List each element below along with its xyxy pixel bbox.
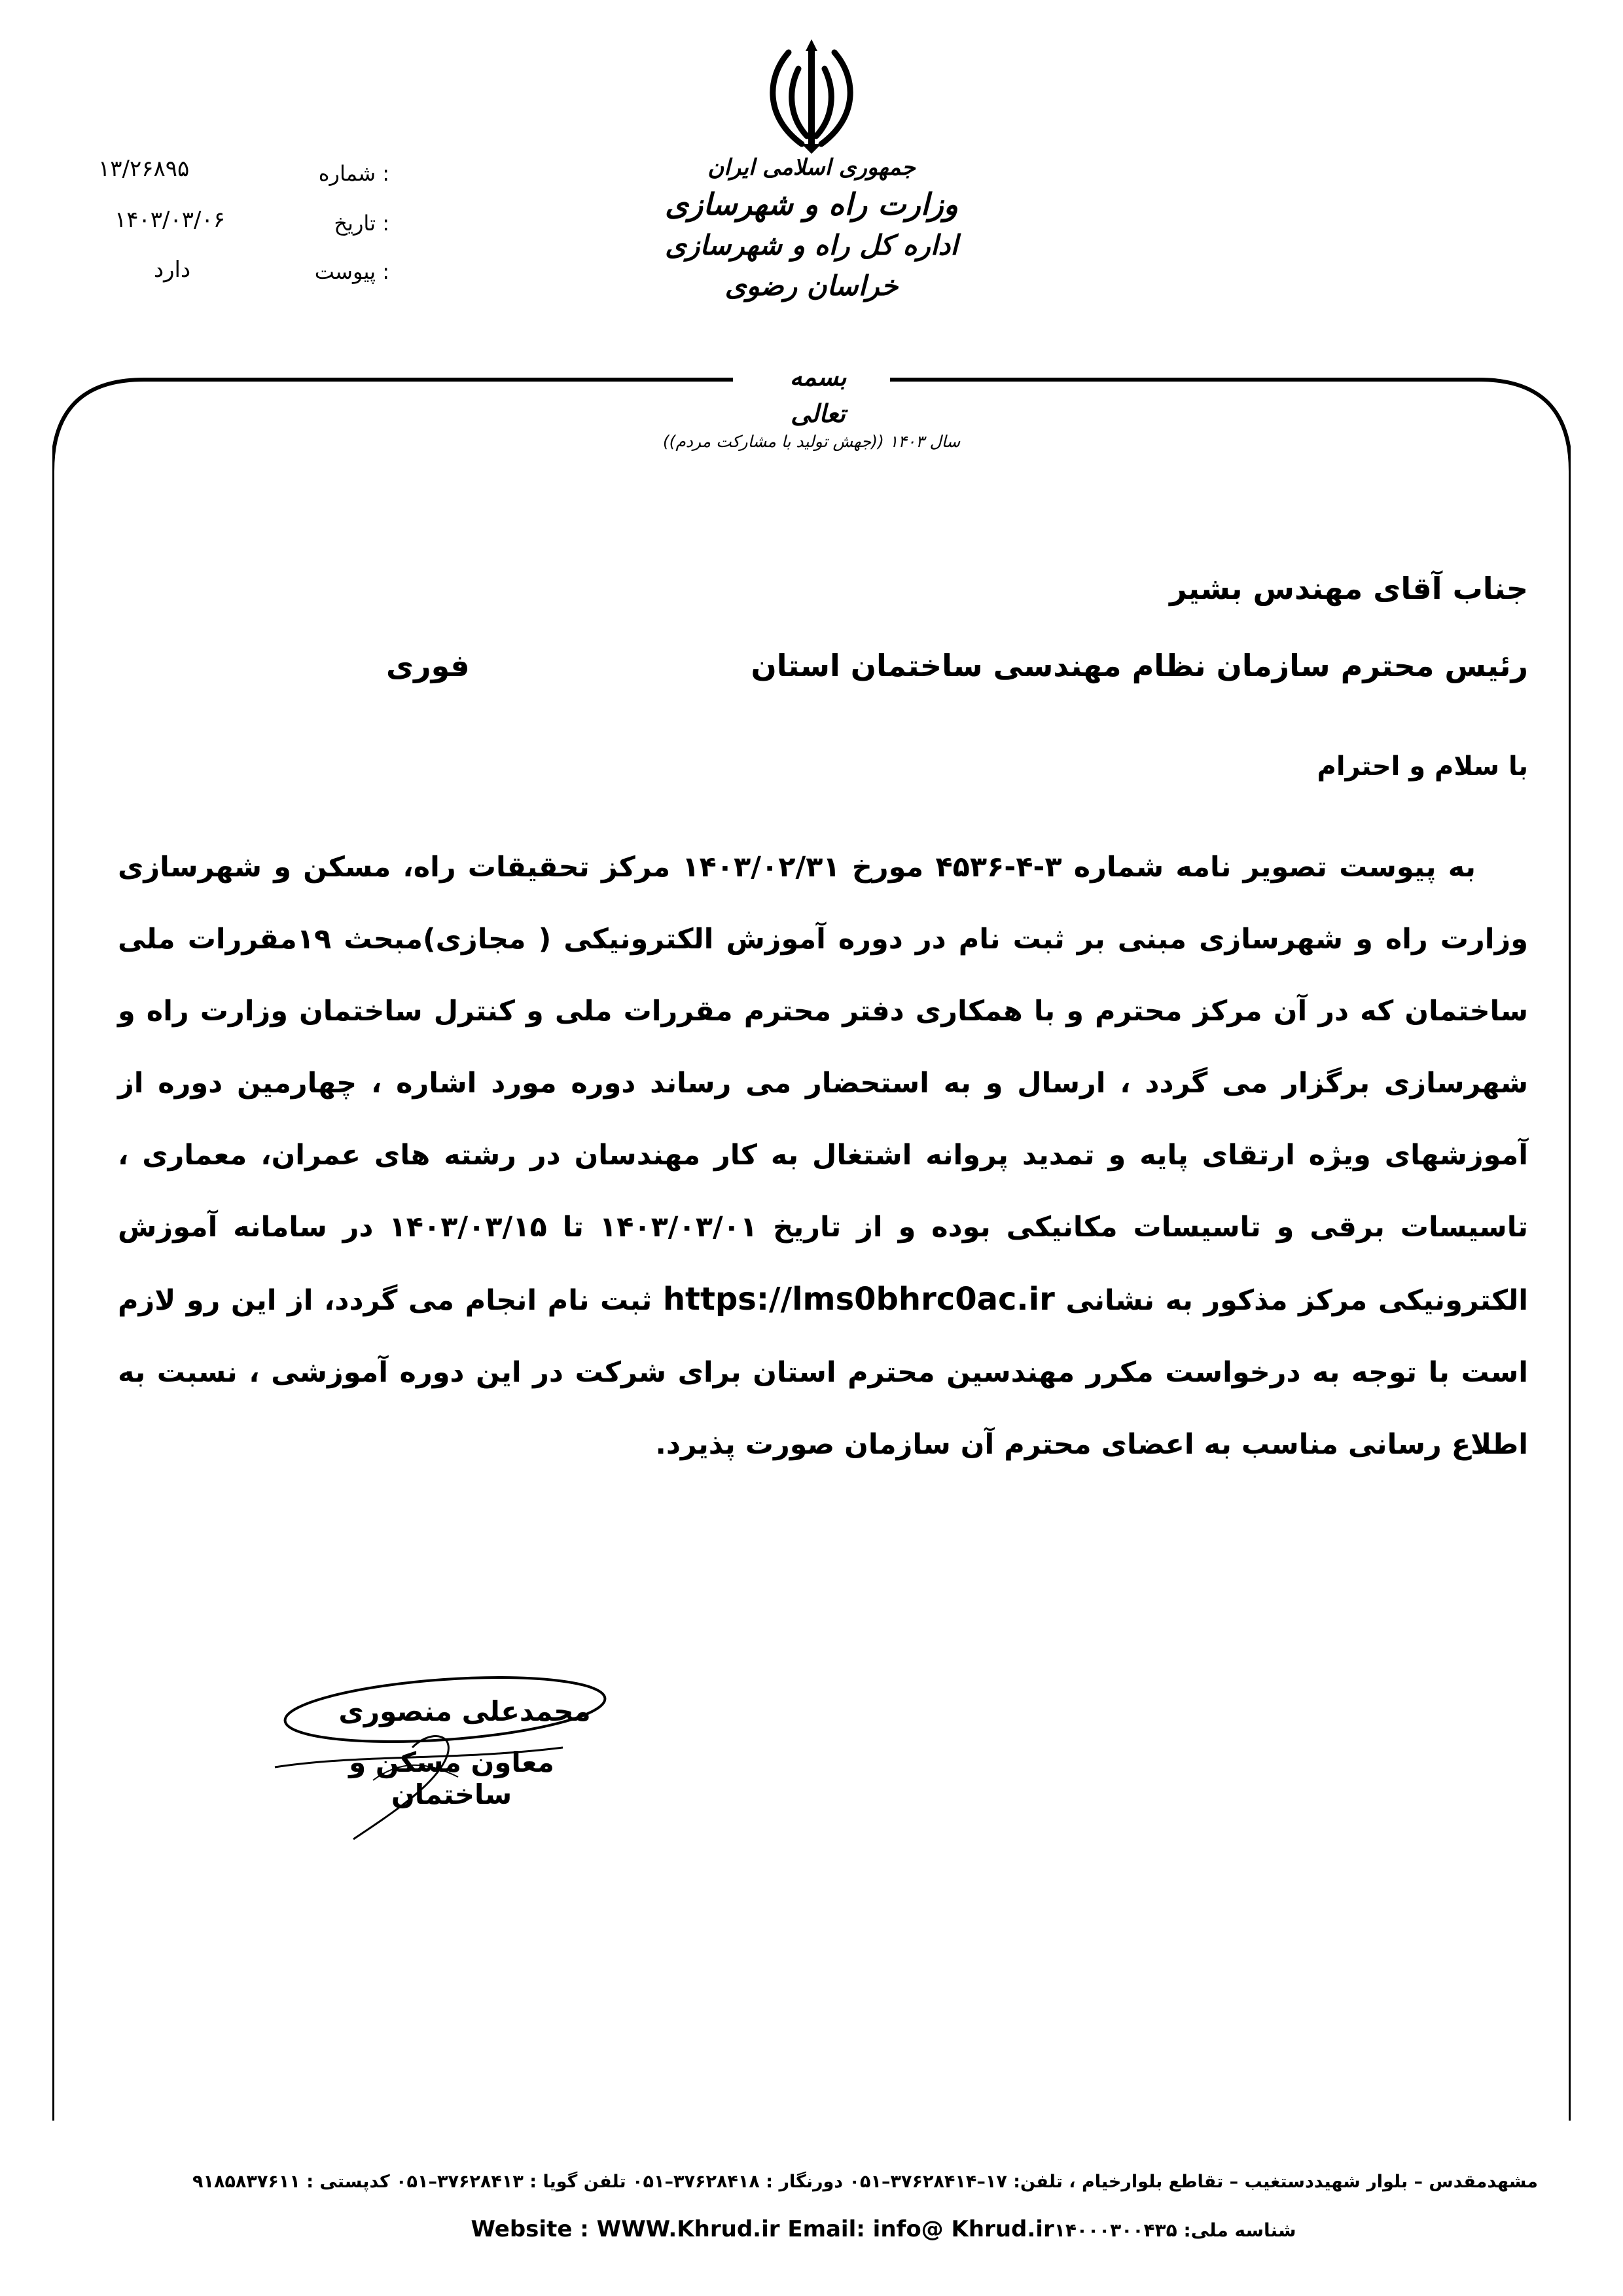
greeting: با سلام و احترام [1317,751,1528,781]
organization-header [641,152,982,306]
addressee-title: رئیس محترم سازمان نظام مهندسی ساختمان استان [751,648,1528,683]
attachment-label: پیوست : [314,259,389,284]
registration-url: https://lms0bhrc0ac.ir [662,1281,1055,1318]
letter-date: ۱۴۰۳/۰۳/۰۶ [115,207,226,233]
letter-body [118,831,1528,1480]
org-department: اداره کل راه و شهرسازی خراسان رضوی [665,229,958,302]
urgency-label: فوری [386,648,470,683]
number-label: شماره : [318,161,389,186]
iran-emblem-icon [762,39,861,154]
body-text-part2: ثبت نام انجام می گردد، از این رو لازم است با توجه به درخواست مکرر مهندسین محترم استان برای شرکت در این دوره آموزشی ، نسبت به اطلاع رسانی مناسب به اعضای محترم آن سازمان صورت پذیرد. [118,1284,1528,1461]
bismillah-heading: بسمه تعالی [772,359,864,432]
org-ministry: وزارت راه و شهرسازی [665,187,958,222]
footer-address: مشهدمقدس – بلوار شهیددستغیب – تقاطع بلوارخیام ، تلفن: ۱۷–۳۷۶۲۸۴۱۴–۰۵۱ دورنگار : ۳۷۶۲۸۴۱۸–۰۵۱ تلفن گویا : ۳۷۶۲۸۴۱۳–۰۵۱ کدپستی : ۹۱۸۵۸۳۷۶۱۱ [192,2172,1538,2192]
year-slogan: سال ۱۴۰۳ ((جهش تولید با مشارکت مردم)) [662,432,961,451]
addressee-name: جناب آقای مهندس بشیر [1169,571,1528,606]
footer-web-email: Website : WWW.Khrud.ir Email: info@ Khrud.ir [471,2216,1054,2242]
signatory-name: محمدعلی منصوری [338,1695,591,1727]
signatory-title: معاون مسکن و ساختمان [349,1746,554,1810]
org-country: جمهوری اسلامی ایران [707,154,916,181]
footer-contact [393,2216,1374,2242]
attachment-value: دارد [154,257,191,283]
footer-national-id: شناسه ملی: ۱۴۰۰۰۳۰۰۴۳۵ [1054,2219,1296,2241]
body-text-part1: به پیوست تصویر نامه شماره ۳-۴-۴۵۳۶ مورخ ۱۴۰۳/۰۲/۳۱ مرکز تحقیقات راه، مسکن و شهرسازی وزارت راه و شهرسازی مبنی بر ثبت نام در دوره آموزش الکترونیکی ( مجازی)مبحث ۱۹مقررات ملی ساختمان که در آن مرکز محترم و با همکاری دفتر محترم مقررات ملی و کنترل ساختمان وزارت راه و شهرسازی برگزار می گردد ، ارسال و به استحضار می رساند دوره مورد اشاره ، چهارمین دوره از آموزشهای ویژه ارتقای پایه و تمدید پروانه اشتغال به کار مهندسان در رشته های عمران، معماری ، تاسیسات برقی و تاسیسات مکانیکی بوده و از تاریخ ۱۴۰۳/۰۳/۰۱ تا ۱۴۰۳/۰۳/۱۵ در سامانه آموزش الکترونیکی مرکز مذکور به نشانی [118,851,1528,1317]
date-label: تاریخ : [334,211,389,236]
letter-number: ۱۳/۲۶۸۹۵ [98,156,190,182]
